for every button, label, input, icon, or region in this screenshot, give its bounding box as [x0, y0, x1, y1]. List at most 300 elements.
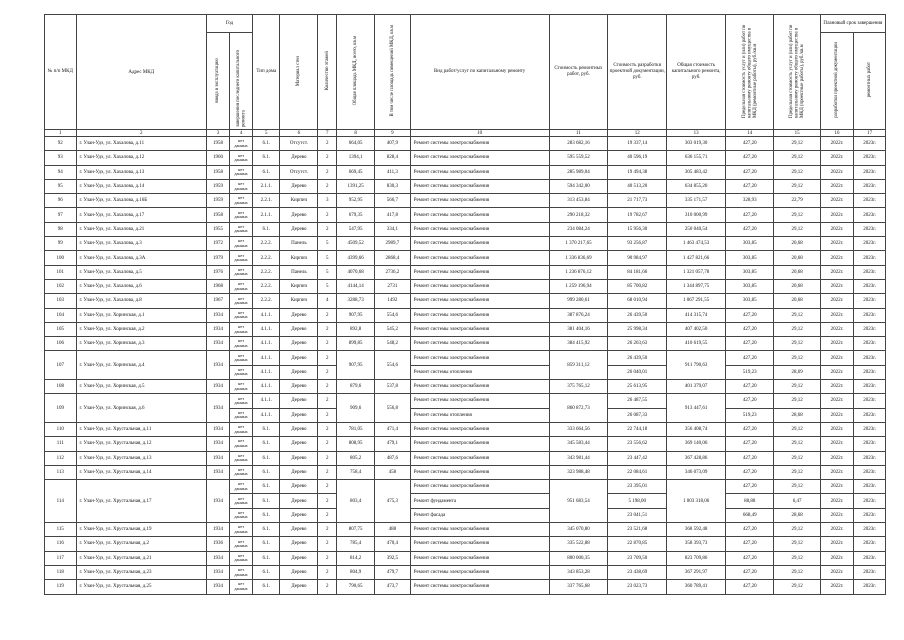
floors-cell: 5 [318, 251, 337, 265]
deadline-design-cell: 2022г. [820, 508, 854, 522]
deadline-repair-cell: 2023г. [854, 137, 886, 151]
column-number-cell: 12 [608, 130, 667, 137]
table-row [45, 537, 886, 551]
total-area-cell: 790,65 [337, 580, 375, 594]
work-type-cell: Ремонт системы электроснабжения [410, 565, 549, 579]
limit-cost-repair-cell: 427,20 [726, 151, 774, 165]
col-limit-cost-repair-header: Предельная стоимость услуг и (или) работ по капитальному ремонту общего имущества в МКД (ремонтные работы), руб./кв.м [741, 24, 758, 118]
table-row [45, 451, 886, 465]
floors-cell: 5 [318, 279, 337, 293]
floors-cell: 2 [318, 451, 337, 465]
repair-cost-cell: 859 311,12 [549, 351, 608, 380]
limit-cost-design-cell: 29,12 [774, 165, 820, 179]
deadline-repair-cell: 2023г. [854, 308, 886, 322]
work-type-cell: Ремонт системы электроснабжения [410, 165, 549, 179]
wall-material-cell: Дерево [280, 523, 318, 537]
repair-cost-cell: 800 000,35 [549, 551, 608, 565]
total-area-cell: 804,9 [337, 565, 375, 579]
repair-cost-cell: 345 070,80 [549, 523, 608, 537]
total-cost-cell: 414 315,74 [667, 308, 726, 322]
row-number-cell: 105 [45, 322, 77, 336]
floors-cell: 2 [318, 465, 337, 479]
year-built-cell: 1972 [206, 237, 229, 251]
column-number-cell: 7 [318, 130, 337, 137]
total-cost-cell: 367 428,86 [667, 451, 726, 465]
row-number-cell: 102 [45, 279, 77, 293]
table-row [45, 294, 886, 308]
deadline-repair-cell: 2023г. [854, 551, 886, 565]
wall-material-cell: Дерево [280, 151, 318, 165]
deadline-repair-cell: 2023г. [854, 394, 886, 408]
limit-cost-repair-cell: 427,20 [726, 523, 774, 537]
total-cost-cell: 410 619,55 [667, 337, 726, 351]
column-number-cell: 16 [820, 130, 854, 137]
design-cost-cell: 23 709,50 [608, 551, 667, 565]
limit-cost-repair-cell: 303,85 [726, 294, 774, 308]
house-type-cell: 6.1. [253, 508, 280, 522]
house-type-cell: 4.1.1. [253, 365, 280, 379]
row-number-cell: 95 [45, 179, 77, 193]
column-number-cell: 15 [774, 130, 820, 137]
house-type-cell: 2.2.2. [253, 294, 280, 308]
house-type-cell: 2.2.1. [253, 194, 280, 208]
deadline-design-cell: 2022г. [820, 480, 854, 494]
house-type-cell: 6.1. [253, 494, 280, 508]
floors-cell: 2 [318, 208, 337, 222]
year-built-cell: 1934 [206, 523, 229, 537]
address-cell: г. Улан-Удэ, ул. Хахалова, д.12 [76, 151, 206, 165]
wall-material-cell: Дерево [280, 322, 318, 336]
wall-material-cell: Дерево [280, 394, 318, 408]
total-area-cell: 808,95 [337, 437, 375, 451]
deadline-repair-cell: 2023г. [854, 194, 886, 208]
wall-material-cell: Дерево [280, 508, 318, 522]
row-number-cell: 104 [45, 308, 77, 322]
design-cost-cell: 19 337,14 [608, 137, 667, 151]
house-type-cell: 4.1.1. [253, 380, 280, 394]
row-number-cell: 117 [45, 551, 77, 565]
premises-area-cell: 566,7 [375, 194, 411, 208]
premises-area-cell: 537,8 [375, 380, 411, 394]
address-cell: г. Улан-Удэ, ул. Хрустальная, д.2 [76, 537, 206, 551]
house-type-cell: 6.1. [253, 151, 280, 165]
total-area-cell: 907,95 [337, 351, 375, 380]
work-type-cell: Ремонт системы электроснабжения [410, 322, 549, 336]
column-number-cell: 3 [206, 130, 229, 137]
deadline-design-cell: 2022г. [820, 151, 854, 165]
year-overhaul-cell: нет данных [230, 322, 253, 336]
year-built-cell: 1934 [206, 451, 229, 465]
house-type-cell: 6.1. [253, 465, 280, 479]
work-type-cell: Ремонт системы электроснабжения [410, 265, 549, 279]
wall-material-cell: Дерево [280, 480, 318, 494]
wall-material-cell: Кирпич [280, 294, 318, 308]
table-row [45, 208, 886, 222]
design-cost-cell: 22 744,18 [608, 422, 667, 436]
wall-material-cell: Дерево [280, 408, 318, 422]
total-area-cell: 909,6 [337, 394, 375, 423]
row-number-cell: 109 [45, 394, 77, 423]
limit-cost-repair-cell: 427,20 [726, 137, 774, 151]
year-overhaul-cell: нет данных [230, 380, 253, 394]
col-floors-header: Количество этажей [324, 51, 330, 91]
address-cell: г. Улан-Удэ, ул. Хрустальная, д.13 [76, 451, 206, 465]
deadline-repair-cell: 2023г. [854, 351, 886, 365]
address-cell: г. Улан-Удэ, ул. Хахалова, д.14 [76, 179, 206, 193]
premises-area-cell: 487,6 [375, 451, 411, 465]
limit-cost-design-cell: 29,12 [774, 422, 820, 436]
total-cost-cell: 1 067 291,55 [667, 294, 726, 308]
row-number-cell: 119 [45, 580, 77, 594]
deadline-design-cell: 2022г. [820, 394, 854, 408]
total-cost-cell: 305 483,42 [667, 165, 726, 179]
deadline-repair-cell: 2023г. [854, 494, 886, 508]
design-cost-cell: 26 040,01 [608, 365, 667, 379]
col-wall-material-header: Материал стен [296, 55, 302, 87]
repair-cost-cell: 343 853,28 [549, 565, 608, 579]
deadline-repair-cell: 2023г. [854, 265, 886, 279]
limit-cost-repair-cell: 427,20 [726, 422, 774, 436]
repair-cost-cell: 1 370 217,65 [549, 237, 608, 251]
premises-area-cell: 1492 [375, 294, 411, 308]
address-cell: г. Улан-Удэ, ул. Хрустальная, д.11 [76, 422, 206, 436]
table-row [45, 308, 886, 322]
limit-cost-repair-cell: 427,20 [726, 580, 774, 594]
column-number-cell: 9 [375, 130, 411, 137]
table-row [45, 222, 886, 236]
work-type-cell: Ремонт системы электроснабжения [410, 394, 549, 408]
total-area-cell: 3288,73 [337, 294, 375, 308]
row-number-cell: 94 [45, 165, 77, 179]
deadline-design-cell: 2022г. [820, 279, 854, 293]
house-type-cell: 2.2.2. [253, 237, 280, 251]
total-cost-cell: 335 171,57 [667, 194, 726, 208]
work-type-cell: Ремонт системы электроснабжения [410, 279, 549, 293]
limit-cost-design-cell: 29,12 [774, 322, 820, 336]
floors-cell: 2 [318, 508, 337, 522]
column-number-cell: 5 [253, 130, 280, 137]
year-overhaul-cell: нет данных [230, 179, 253, 193]
wall-material-cell: Дерево [280, 308, 318, 322]
total-area-cell: 1391,25 [337, 179, 375, 193]
table-row [45, 237, 886, 251]
repair-cost-cell: 323 988,48 [549, 465, 608, 479]
row-number-cell: 113 [45, 465, 77, 479]
deadline-repair-cell: 2023г. [854, 251, 886, 265]
wall-material-cell: Дерево [280, 565, 318, 579]
design-cost-cell: 90 984,97 [608, 251, 667, 265]
deadline-design-cell: 2022г. [820, 208, 854, 222]
col-deadline-design-header: разработки проектной документации [834, 42, 840, 118]
floors-cell: 2 [318, 394, 337, 408]
deadline-repair-cell: 2023г. [854, 179, 886, 193]
deadline-design-cell: 2022г. [820, 422, 854, 436]
year-built-cell: 1955 [206, 222, 229, 236]
total-area-cell: 4509,52 [337, 237, 375, 251]
total-area-cell: 1394,1 [337, 151, 375, 165]
deadline-design-cell: 2022г. [820, 523, 854, 537]
limit-cost-repair-cell: 427,20 [726, 465, 774, 479]
overhaul-register-table [44, 14, 886, 595]
premises-area-cell: 2868,4 [375, 251, 411, 265]
year-overhaul-cell: нет данных [230, 165, 253, 179]
repair-cost-cell: 951 683,54 [549, 480, 608, 523]
design-cost-cell: 40 513,20 [608, 179, 667, 193]
premises-area-cell: 411,3 [375, 165, 411, 179]
house-type-cell: 6.1. [253, 437, 280, 451]
limit-cost-design-cell: 29,12 [774, 523, 820, 537]
work-type-cell: Ремонт фасада [410, 508, 549, 522]
deadline-design-cell: 2022г. [820, 251, 854, 265]
house-type-cell: 4.1.1. [253, 322, 280, 336]
year-overhaul-cell: нет данных [230, 308, 253, 322]
limit-cost-design-cell: 29,12 [774, 465, 820, 479]
year-built-cell: 1934 [206, 580, 229, 594]
house-type-cell: 6.1. [253, 222, 280, 236]
house-type-cell: 4.1.1. [253, 408, 280, 422]
design-cost-cell: 25 998,34 [608, 322, 667, 336]
deadline-design-cell: 2022г. [820, 322, 854, 336]
total-cost-cell: 367 291,97 [667, 565, 726, 579]
year-overhaul-cell: нет данных [230, 151, 253, 165]
floors-cell: 2 [318, 322, 337, 336]
repair-cost-cell: 860 872,73 [549, 394, 608, 423]
repair-cost-cell: 387 876,24 [549, 308, 608, 322]
wall-material-cell: Дерево [280, 537, 318, 551]
limit-cost-repair-cell: 427,20 [726, 437, 774, 451]
col-address-header: Адрес МКД [76, 15, 206, 130]
col-total-area-header: Общая площадь МКД, всего, кв.м [352, 36, 358, 106]
limit-cost-design-cell: 28,68 [774, 408, 820, 422]
limit-cost-design-cell: 29,12 [774, 437, 820, 451]
premises-area-cell: 2989,7 [375, 237, 411, 251]
limit-cost-design-cell: 6,47 [774, 494, 820, 508]
table-row [45, 322, 886, 336]
total-cost-cell: 310 000,99 [667, 208, 726, 222]
year-overhaul-cell: нет данных [230, 208, 253, 222]
floors-cell: 2 [318, 408, 337, 422]
deadline-design-cell: 2022г. [820, 451, 854, 465]
deadline-repair-cell: 2023г. [854, 322, 886, 336]
total-cost-cell: 1 344 897,75 [667, 279, 726, 293]
year-overhaul-cell: нет данных [230, 437, 253, 451]
floors-cell: 2 [318, 337, 337, 351]
limit-cost-repair-cell: 427,20 [726, 380, 774, 394]
house-type-cell: 6.1. [253, 422, 280, 436]
deadline-repair-cell: 2023г. [854, 294, 886, 308]
floors-cell: 2 [318, 179, 337, 193]
wall-material-cell: Дерево [280, 465, 318, 479]
year-built-cell: 1934 [206, 337, 229, 351]
work-type-cell: Ремонт системы электроснабжения [410, 537, 549, 551]
wall-material-cell: Дерево [280, 365, 318, 379]
work-type-cell: Ремонт системы электроснабжения [410, 422, 549, 436]
premises-area-cell: 554,6 [375, 308, 411, 322]
address-cell: г. Улан-Удэ, ул. Хрустальная, д.12 [76, 437, 206, 451]
total-area-cell: 899,85 [337, 337, 375, 351]
repair-cost-cell: 999 280,61 [549, 294, 608, 308]
work-type-cell: Ремонт системы электроснабжения [410, 551, 549, 565]
deadline-design-cell: 2022г. [820, 437, 854, 451]
limit-cost-design-cell: 29,12 [774, 137, 820, 151]
row-number-cell: 110 [45, 422, 77, 436]
design-cost-cell: 93 256,87 [608, 237, 667, 251]
wall-material-cell: Дерево [280, 179, 318, 193]
floors-cell: 2 [318, 494, 337, 508]
table-row [45, 565, 886, 579]
total-cost-cell: 1 427 821,66 [667, 251, 726, 265]
work-type-cell: Ремонт системы электроснабжения [410, 251, 549, 265]
row-number-cell: 118 [45, 565, 77, 579]
house-type-cell: 4.1.1. [253, 351, 280, 365]
limit-cost-design-cell: 20,68 [774, 265, 820, 279]
total-area-cell: 952,95 [337, 194, 375, 208]
house-type-cell: 6.1. [253, 537, 280, 551]
col-work-type-header: Вид работ/услуг по капитальному ремонту [410, 15, 549, 130]
year-built-cell: 1934 [206, 322, 229, 336]
row-number-cell: 106 [45, 337, 77, 351]
design-cost-cell: 15 956,30 [608, 222, 667, 236]
address-cell: г. Улан-Удэ, ул. Хрустальная, д.21 [76, 551, 206, 565]
house-type-cell: 2.2.2. [253, 265, 280, 279]
table-row [45, 337, 886, 351]
table-body [45, 137, 886, 595]
address-cell: г. Улан-Удэ, ул. Хоринская, д.5 [76, 380, 206, 394]
repair-cost-cell: 335 522,88 [549, 537, 608, 551]
limit-cost-repair-cell: 88,88 [726, 494, 774, 508]
year-built-cell: 1979 [206, 251, 229, 265]
premises-area-cell: 548,2 [375, 337, 411, 351]
total-area-cell: 4399,66 [337, 251, 375, 265]
work-type-cell: Ремонт системы электроснабжения [410, 437, 549, 451]
address-cell: г. Улан-Удэ, ул. Хахалова, д.17 [76, 208, 206, 222]
house-type-cell: 4.1.1. [253, 337, 280, 351]
work-type-cell: Ремонт системы электроснабжения [410, 151, 549, 165]
work-type-cell: Ремонт системы электроснабжения [410, 308, 549, 322]
wall-material-cell: Дерево [280, 551, 318, 565]
repair-cost-cell: 345 583,44 [549, 437, 608, 451]
deadline-design-cell: 2022г. [820, 537, 854, 551]
year-overhaul-cell: нет данных [230, 537, 253, 551]
address-cell: г. Улан-Удэ, ул. Хрустальная, д.14 [76, 465, 206, 479]
limit-cost-design-cell: 28,68 [774, 508, 820, 522]
floors-cell: 2 [318, 551, 337, 565]
work-type-cell: Ремонт системы электроснабжения [410, 337, 549, 351]
limit-cost-repair-cell: 427,20 [726, 222, 774, 236]
col-year-built-header: ввода в эксплуатацию [215, 57, 221, 103]
total-area-cell: 4144,14 [337, 279, 375, 293]
col-premises-area-header: В том числе площадь помещений МКД, кв.м [389, 25, 395, 117]
year-overhaul-cell: нет данных [230, 508, 253, 522]
limit-cost-repair-cell: 427,20 [726, 208, 774, 222]
repair-cost-cell: 1 259 196,94 [549, 279, 608, 293]
year-overhaul-cell: нет данных [230, 422, 253, 436]
deadline-design-cell: 2022г. [820, 565, 854, 579]
address-cell: г. Улан-Удэ, ул. Хоринская, д.6 [76, 394, 206, 423]
deadline-repair-cell: 2023г. [854, 408, 886, 422]
total-cost-cell: 346 073,09 [667, 465, 726, 479]
work-type-cell: Ремонт системы электроснабжения [410, 137, 549, 151]
row-number-cell: 116 [45, 537, 77, 551]
limit-cost-repair-cell: 668,49 [726, 508, 774, 522]
house-type-cell: 6.1. [253, 480, 280, 494]
design-cost-cell: 21 717,73 [608, 194, 667, 208]
premises-area-cell: 488 [375, 523, 411, 537]
wall-material-cell: Отсутст. [280, 137, 318, 151]
year-overhaul-cell: нет данных [230, 194, 253, 208]
year-built-cell: 1934 [206, 394, 229, 423]
address-cell: г. Улан-Удэ, ул. Хахалова, д.16Б [76, 194, 206, 208]
wall-material-cell: Кирпич [280, 279, 318, 293]
row-number-cell: 96 [45, 194, 77, 208]
year-overhaul-cell: нет данных [230, 551, 253, 565]
col-repair-cost-header: Стоимость ремонтных работ, руб. [549, 15, 608, 130]
premises-area-cell: 458 [375, 465, 411, 479]
house-type-cell: 6.1. [253, 551, 280, 565]
deadline-repair-cell: 2023г. [854, 508, 886, 522]
col-limit-cost-design-header: Предельная стоимость услуг и (или) работ по капитальному ремонту общего имущества в МКД (проектные работы), руб./кв.м [788, 24, 805, 118]
total-cost-cell: 636 155,71 [667, 151, 726, 165]
year-built-cell: 1934 [206, 480, 229, 523]
design-cost-cell: 68 010,94 [608, 294, 667, 308]
wall-material-cell: Панель [280, 265, 318, 279]
total-cost-cell: 369 140,06 [667, 437, 726, 451]
wall-material-cell: Кирпич [280, 194, 318, 208]
house-type-cell: 2.1.1. [253, 179, 280, 193]
wall-material-cell: Кирпич [280, 251, 318, 265]
floors-cell: 2 [318, 308, 337, 322]
total-cost-cell: 303 019,30 [667, 137, 726, 151]
deadline-design-cell: 2022г. [820, 337, 854, 351]
year-built-cell: 1958 [206, 208, 229, 222]
limit-cost-repair-cell: 519,23 [726, 408, 774, 422]
table-row [45, 465, 886, 479]
premises-area-cell: 334,1 [375, 222, 411, 236]
address-cell: г. Улан-Удэ, ул. Хоринская, д.4 [76, 351, 206, 380]
deadline-design-cell: 2022г. [820, 222, 854, 236]
limit-cost-repair-cell: 303,85 [726, 237, 774, 251]
address-cell: г. Улан-Удэ, ул. Хахалова, д.21 [76, 222, 206, 236]
limit-cost-repair-cell: 303,85 [726, 279, 774, 293]
premises-area-cell: 392,5 [375, 551, 411, 565]
limit-cost-design-cell: 29,12 [774, 151, 820, 165]
column-number-cell: 17 [854, 130, 886, 137]
limit-cost-design-cell: 20,68 [774, 294, 820, 308]
work-type-cell: Ремонт фундамента [410, 494, 549, 508]
total-cost-cell: 360 789,41 [667, 580, 726, 594]
total-area-cell: 892,8 [337, 322, 375, 336]
address-cell: г. Улан-Удэ, ул. Хоринская, д.1 [76, 308, 206, 322]
premises-area-cell: 828,4 [375, 151, 411, 165]
house-type-cell: 4.1.1. [253, 394, 280, 408]
deadline-repair-cell: 2023г. [854, 523, 886, 537]
year-overhaul-cell: нет данных [230, 337, 253, 351]
house-type-cell: 2.1.1. [253, 208, 280, 222]
limit-cost-repair-cell: 427,20 [726, 308, 774, 322]
deadline-design-cell: 2022г. [820, 194, 854, 208]
address-cell: г. Улан-Удэ, ул. Хахалова, д.6 [76, 279, 206, 293]
limit-cost-design-cell: 22,79 [774, 194, 820, 208]
row-number-cell: 100 [45, 251, 77, 265]
deadline-repair-cell: 2023г. [854, 365, 886, 379]
limit-cost-repair-cell: 427,20 [726, 179, 774, 193]
work-type-cell: Ремонт системы электроснабжения [410, 480, 549, 494]
table-row [45, 351, 886, 365]
year-overhaul-cell: нет данных [230, 523, 253, 537]
total-area-cell: 805,2 [337, 451, 375, 465]
address-cell: г. Улан-Удэ, ул. Хрустальная, д.19 [76, 523, 206, 537]
address-cell: г. Улан-Удэ, ул. Хрустальная, д.25 [76, 580, 206, 594]
